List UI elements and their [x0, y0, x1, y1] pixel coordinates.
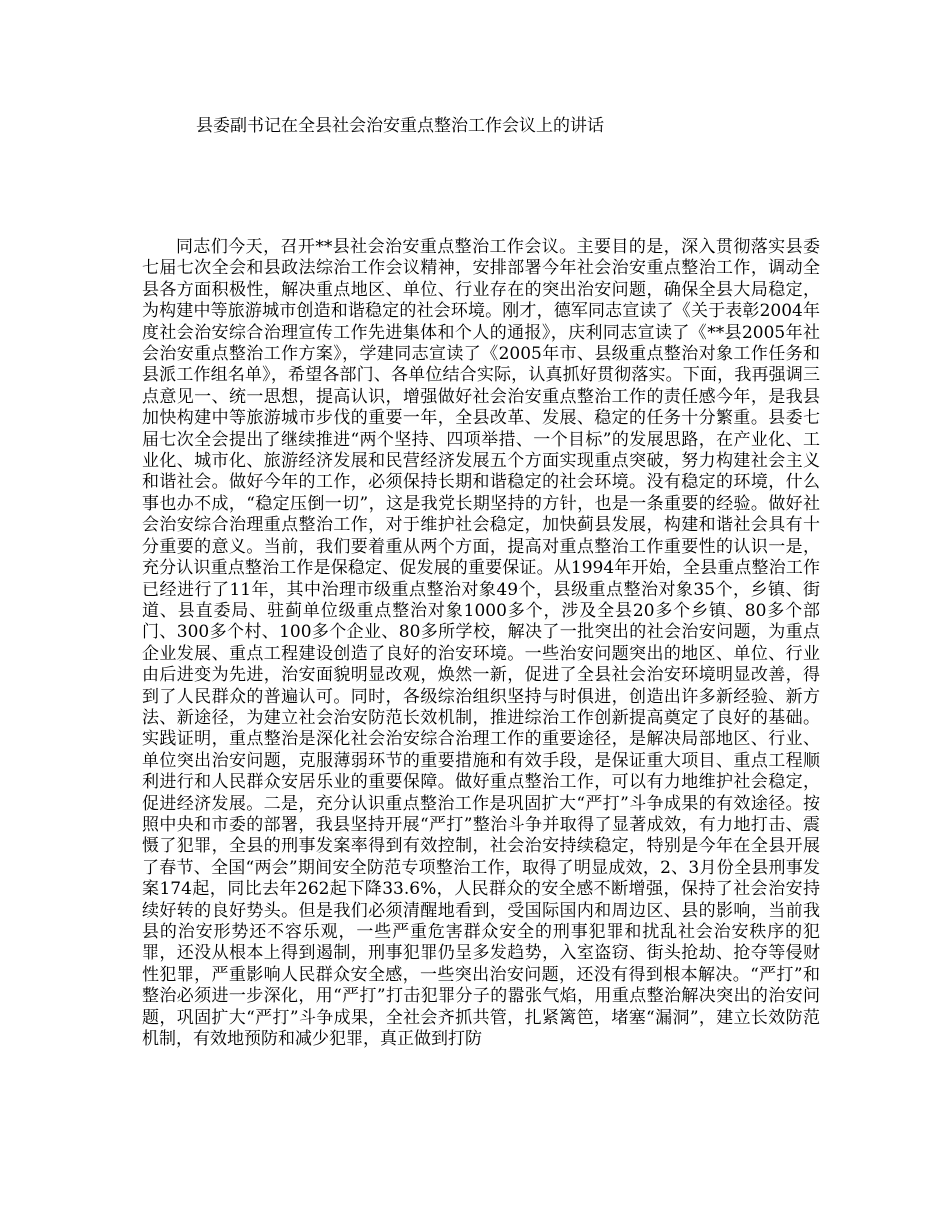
- document-title: 县委副书记在全县社会治安重点整治工作会议上的讲话: [196, 116, 604, 136]
- document-body: 同志们今天，召开**县社会治安重点整治工作会议。主要目的是，深入贯彻落实县委七届七次全会和县政法综治工作会议精神，安排部署今年社会治安重点整治工作，调动全县各方面积极性，解决重点地区、单位、行业存在的突出治安问题，确保全县大局稳定，为构建中等旅游城市创造和谐稳定的社会环境。刚才，德军同志宣读了《关于表彰2004年度社会治安综合治理宣传工作先进集体和个人的通报》，庆利同志宣读了《**县2005年社会治安重点整治工作方案》，学建同志宣读了《2005年市、县级重点整治对象工作任务和县派工作组名单》，希望各部门、各单位结合实际，认真抓好贯彻落实。下面，我再强调三点意见一、统一思想，提高认识，增强做好社会治安重点整治工作的责任感今年，是我县加快构建中等旅游城市步伐的重要一年，全县改革、发展、稳定的任务十分繁重。县委七届七次全会提出了继续推进“两个坚持、四项举措、一个目标”的发展思路，在产业化、工业化、城市化、旅游经济发展和民营经济发展五个方面实现重点突破，努力构建社会主义和谐社会。做好今年的工作，必须保持长期和谐稳定的社会环境。没有稳定的环境，什么事也办不成，“稳定压倒一切”，这是我党长期坚持的方针，也是一条重要的经验。做好社会治安综合治理重点整治工作，对于维护社会稳定，加快蓟县发展，构建和谐社会具有十分重要的意义。当前，我们要着重从两个方面，提高对重点整治工作重要性的认识一是，充分认识重点整治工作是保稳定、促发展的重要保证。从1994年开始，全县重点整治工作已经进行了11年，其中治理市级重点整治对象49个，县级重点整治对象35个，乡镇、街道、县直委局、驻蓟单位级重点整治对象1000多个，涉及全县20多个乡镇、80多个部门、300多个村、100多个企业、80多所学校，解决了一批突出的社会治安问题，为重点企业发展、重点工程建设创造了良好的治安环境。一些治安问题突出的地区、单位、行业由后进变为先进，治安面貌明显改观，焕然一新，促进了全县社会治安环境明显改善，得到了人民群众的普遍认可。同时，各级综治组织坚持与时俱进，创造出许多新经验、新方法、新途径，为建立社会治安防范长效机制，推进综治工作创新提高奠定了良好的基础。实践证明，重点整治是深化社会治安综合治理工作的重要途径，是解决局部地区、行业、单位突出治安问题，克服薄弱环节的重要措施和有效手段，是保证重大项目、重点工程顺利进行和人民群众安居乐业的重要保障。做好重点整治工作，可以有力地维护社会稳定，促进经济发展。二是，充分认识重点整治工作是巩固扩大“严打”斗争成果的有效途径。按照中央和市委的部署，我县坚持开展“严打”整治斗争并取得了显著成效，有力地打击、震慑了犯罪，全县的刑事发案率得到有效控制，社会治安持续稳定，特别是今年在全县开展了春节、全国“两会”期间安全防范专项整治工作，取得了明显成效，2、3月份全县刑事发案174起，同比去年262起下降33.6%，人民群众的安全感不断增强，保持了社会治安持续好转的良好势头。但是我们必须清醒地看到，受国际国内和周边区、县的影响，当前我县的治安形势还不容乐观，一些严重危害群众安全的刑事犯罪和扰乱社会治安秩序的犯罪，还没从根本上得到遏制，刑事犯罪仍呈多发趋势，入室盗窃、街头抢劫、抢夺等侵财性犯罪，严重影响人民群众安全感，一些突出治安问题，还没有得到根本解决。“严打”和整治必须进一步深化，用“严打”打击犯罪分子的嚣张气焰，用重点整治解决突出的治安问题，巩固扩大“严打”斗争成果，全社会齐抓共管，扎紧篱笆，堵塞“漏洞”，建立长效防范机制，有效地预防和减少犯罪，真正做到打防: [142, 237, 820, 1050]
